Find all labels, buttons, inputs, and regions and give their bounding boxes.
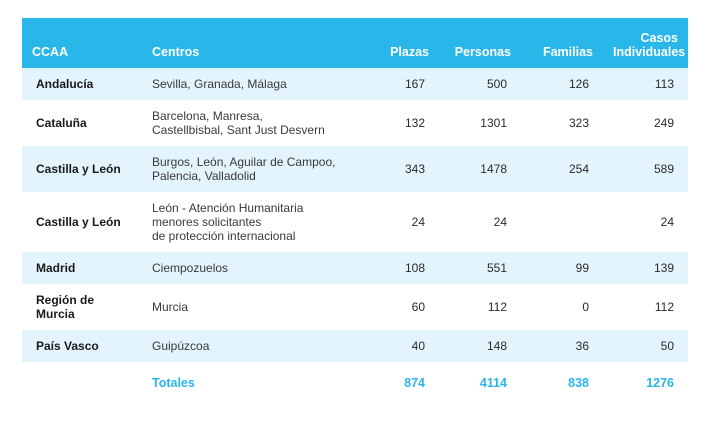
totals-spacer: [22, 362, 142, 396]
table-row: [22, 330, 688, 362]
table-row: [22, 100, 688, 146]
table-row: [22, 68, 688, 100]
cell-casos: 249: [653, 116, 674, 130]
cell-ccaa: Cataluña: [36, 116, 87, 130]
table-header: [22, 18, 688, 68]
column-header-centros: [142, 18, 357, 68]
cell-personas: 148: [486, 339, 507, 353]
cell-ccaa: Región de Murcia: [36, 293, 95, 321]
cell-centros: [142, 330, 357, 362]
cell-casos: 589: [653, 162, 674, 176]
cell-centros: [142, 284, 357, 330]
cell-plazas: 40: [411, 339, 425, 353]
cell-casos: 112: [654, 300, 674, 314]
cell-centros: [142, 68, 357, 100]
cell-centros: [142, 192, 357, 252]
table-body: [22, 68, 688, 362]
column-header-personas-line-1: Personas: [454, 45, 511, 59]
cell-centros-line: Palencia, Valladolid: [152, 169, 256, 183]
cell-plazas: 132: [404, 116, 425, 130]
column-header-plazas-line-1: Plazas: [390, 45, 429, 59]
cell-personas: 112: [487, 300, 507, 314]
cell-centros-line: Ciempozuelos: [152, 261, 229, 275]
table-row: [22, 252, 688, 284]
cell-familias: 254: [568, 162, 589, 176]
table-row: [22, 192, 688, 252]
cell-familias: 99: [575, 261, 589, 275]
column-header-casos-line-2: Individuales: [613, 45, 686, 59]
cell-ccaa: Madrid: [36, 261, 76, 275]
cell-centros-line: de protección internacional: [152, 229, 296, 243]
cell-familias: 0: [582, 300, 589, 314]
cell-plazas: 343: [404, 162, 425, 176]
totals-personas: 4114: [439, 362, 521, 396]
totals-familias: 838: [521, 362, 603, 396]
cell-centros-line: menores solicitantes: [152, 215, 262, 229]
column-header-familias: [521, 18, 603, 68]
centros-data-table: [22, 18, 688, 396]
cell-plazas: 108: [404, 261, 425, 275]
cell-casos: 50: [660, 339, 674, 353]
cell-personas: 24: [493, 215, 507, 229]
cell-familias: 36: [575, 339, 589, 353]
column-header-plazas: [357, 18, 439, 68]
cell-familias: 323: [568, 116, 589, 130]
totals-label: Totales: [142, 362, 357, 396]
cell-ccaa: Andalucía: [36, 77, 94, 91]
cell-centros-line: Guipúzcoa: [152, 339, 210, 353]
header-row: [22, 18, 688, 68]
cell-ccaa: País Vasco: [36, 339, 99, 353]
table-row: [22, 146, 688, 192]
cell-personas: 500: [486, 77, 507, 91]
cell-centros-line: Castellbisbal, Sant Just Desvern: [152, 123, 325, 137]
cell-familias: 126: [568, 77, 589, 91]
cell-familias: [521, 192, 603, 252]
table-container: [22, 18, 687, 396]
cell-ccaa: Castilla y León: [36, 215, 121, 229]
cell-casos: 113: [654, 77, 674, 91]
table-footer: [22, 362, 688, 396]
totals-plazas: 874: [357, 362, 439, 396]
cell-centros-line: León - Atención Humanitaria: [152, 201, 304, 215]
cell-centros-line: Barcelona, Manresa,: [152, 109, 263, 123]
column-header-casos-individuales: [603, 18, 688, 68]
cell-centros-line: Burgos, León, Aguilar de Campoo,: [152, 155, 336, 169]
cell-casos: 24: [660, 215, 674, 229]
cell-plazas: 167: [404, 77, 425, 91]
column-header-centros-line-1: Centros: [152, 45, 200, 59]
totals-row: [22, 362, 688, 396]
cell-centros: [142, 252, 357, 284]
column-header-ccaa: [22, 18, 142, 68]
cell-centros: [142, 100, 357, 146]
cell-plazas: 24: [411, 215, 425, 229]
cell-personas: 1478: [480, 162, 507, 176]
cell-plazas: 60: [411, 300, 425, 314]
cell-personas: 1301: [480, 116, 507, 130]
cell-ccaa: Castilla y León: [36, 162, 121, 176]
table-row: [22, 284, 688, 330]
cell-centros: [142, 146, 357, 192]
cell-casos: 139: [653, 261, 674, 275]
cell-centros-line: Murcia: [152, 300, 189, 314]
column-header-casos-line-1: Casos: [640, 31, 678, 45]
column-header-familias-line-1: Familias: [542, 45, 593, 59]
totals-casos: 1276: [603, 362, 688, 396]
column-header-personas: [439, 18, 521, 68]
cell-personas: 551: [486, 261, 507, 275]
cell-centros-line: Sevilla, Granada, Málaga: [152, 77, 287, 91]
column-header-ccaa-line-1: CCAA: [32, 45, 69, 59]
